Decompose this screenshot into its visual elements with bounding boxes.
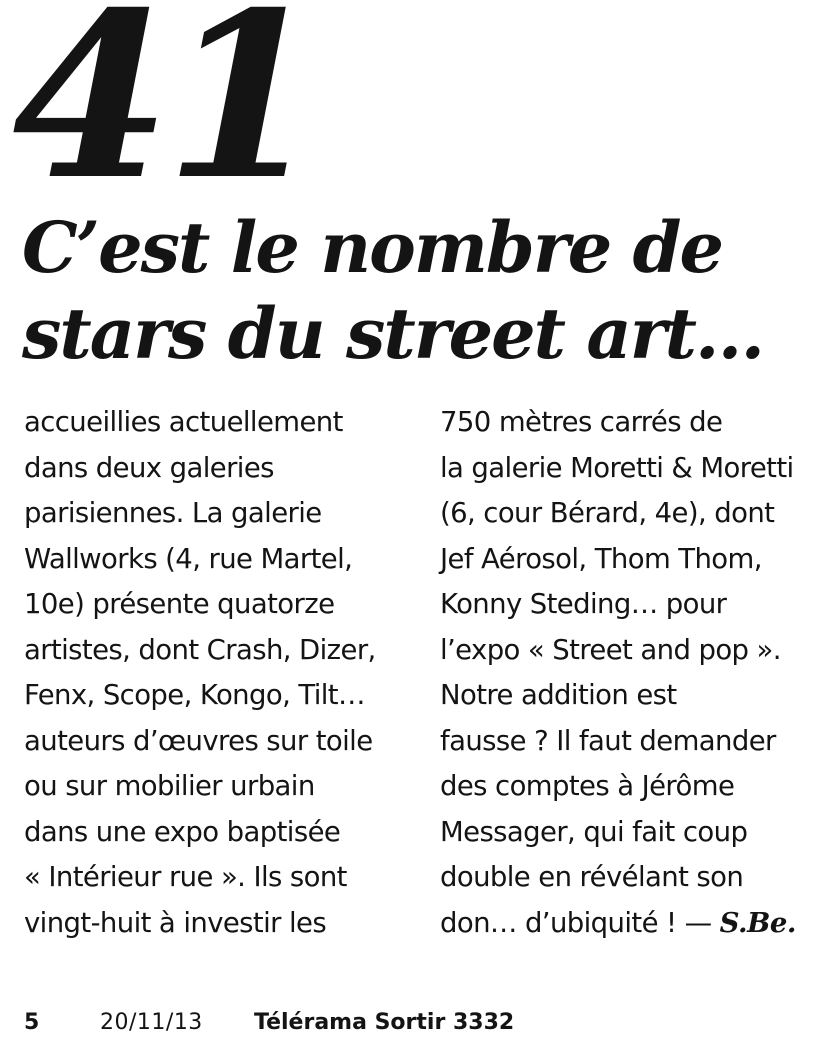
issue-date: 20/11/13 — [100, 1010, 203, 1035]
body-line: 750 mètres carrés de — [440, 406, 723, 438]
body-column-left — [24, 400, 424, 946]
headline-line: stars du street art… — [22, 292, 763, 375]
body-line: la galerie Moretti & Moretti — [440, 451, 794, 484]
last-line — [440, 901, 835, 947]
author-signature: S.Be. — [719, 906, 796, 939]
body-line: fausse ? Il faut demander — [440, 724, 776, 757]
body-line: (6, cour Bérard, 4e), dont — [440, 497, 775, 529]
body-line: accueillies actuellement — [24, 406, 343, 438]
body-line: 10e) présente quatorze — [24, 588, 335, 620]
big-number: 41 — [12, 0, 318, 230]
body-line: ou sur mobilier urbain — [24, 770, 315, 802]
body-line: Wallworks (4, rue Martel, — [24, 542, 353, 575]
headline — [22, 205, 832, 377]
body-line: double en révélant son — [440, 861, 744, 893]
body-line: Notre addition est — [440, 679, 677, 711]
page-number: 5 — [24, 1010, 40, 1035]
publication-name: Télérama Sortir 3332 — [254, 1010, 515, 1035]
body-line: « Intérieur rue ». Ils sont — [24, 861, 347, 893]
body-column-right — [440, 400, 835, 946]
body-line: l’expo « Street and pop ». — [440, 633, 781, 666]
body-line: Fenx, Scope, Kongo, Tilt… — [24, 679, 365, 711]
body-line: artistes, dont Crash, Dizer, — [24, 633, 376, 666]
page-footer — [24, 1008, 514, 1038]
headline-line: C’est le nombre de — [22, 206, 723, 289]
body-line: des comptes à Jérôme — [440, 770, 735, 802]
body-line: Jef Aérosol, Thom Thom, — [440, 542, 762, 575]
body-line: Messager, qui fait coup — [440, 815, 748, 848]
body-line: dans une expo baptisée — [24, 815, 341, 848]
body-line: dans deux galeries — [24, 451, 274, 484]
body-line: Konny Steding… pour — [440, 588, 727, 620]
body-line: parisiennes. La galerie — [24, 497, 322, 529]
body-line: auteurs d’œuvres sur toile — [24, 724, 373, 757]
body-line: vingt-huit à investir les — [24, 906, 327, 939]
body-line: don… d’ubiquité ! — — [440, 906, 712, 939]
